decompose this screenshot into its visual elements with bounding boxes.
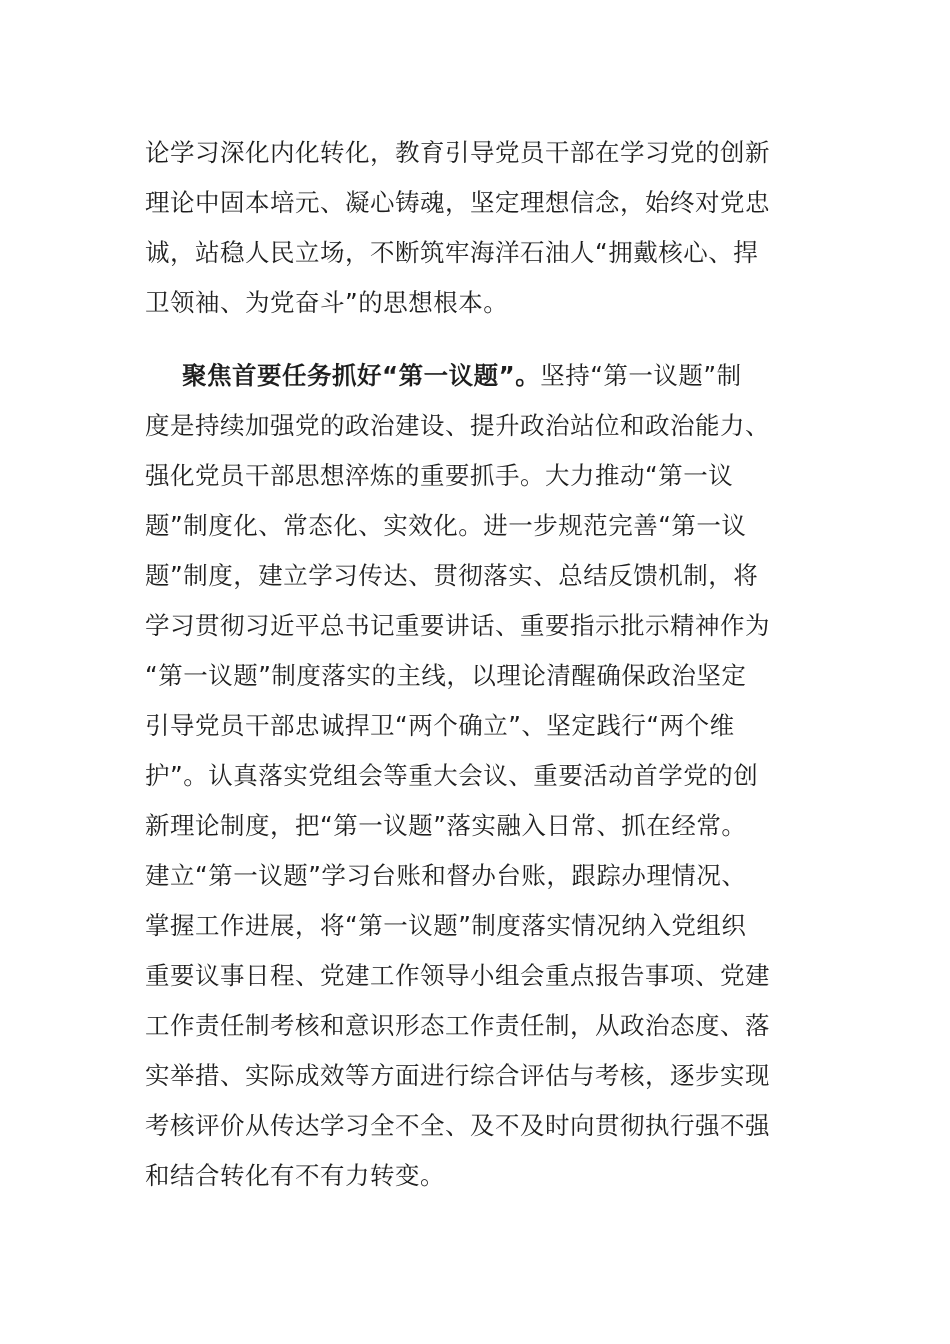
paragraph-2-line: 工作责任制考核和意识形态工作责任制，从政治态度、落 bbox=[145, 1011, 770, 1040]
paragraph-2-line: 度是持续加强党的政治建设、提升政治站位和政治能力、 bbox=[145, 411, 770, 440]
paragraph-1 bbox=[145, 128, 807, 328]
paragraph-2 bbox=[145, 351, 807, 1201]
paragraph-2-line: 考核评价从传达学习全不全、及不及时向贯彻执行强不强 bbox=[145, 1111, 770, 1140]
paragraph-2-first-line bbox=[145, 351, 807, 401]
paragraph-1-line: 诚，站稳人民立场，不断筑牢海洋石油人“拥戴核心、捍 bbox=[145, 238, 759, 267]
paragraph-2-line: 掌握工作进展，将“第一议题”制度落实情况纳入党组织 bbox=[145, 911, 747, 940]
paragraph-1-line: 理论中固本培元、凝心铸魂，坚定理想信念，始终对党忠 bbox=[145, 188, 770, 217]
paragraph-2-line: “第一议题”制度落实的主线，以理论清醒确保政治坚定 bbox=[145, 661, 747, 690]
document-body bbox=[145, 128, 807, 1201]
paragraph-2-line: 护”。认真落实党组会等重大会议、重要活动首学党的创 bbox=[145, 761, 759, 790]
paragraph-2-line: 引导党员干部忠诚捍卫“两个确立”、坚定践行“两个维 bbox=[145, 711, 735, 740]
paragraph-2-line: 重要议事日程、党建工作领导小组会重点报告事项、党建 bbox=[145, 961, 770, 990]
paragraph-2-line: 学习贯彻习近平总书记重要讲话、重要指示批示精神作为 bbox=[145, 611, 770, 640]
paragraph-1-line: 卫领袖、为党奋斗”的思想根本。 bbox=[145, 288, 509, 317]
paragraph-spacer bbox=[145, 328, 807, 351]
paragraph-2-line: 新理论制度，把“第一议题”落实融入日常、抓在经常。 bbox=[145, 811, 747, 840]
paragraph-1-line: 论学习深化内化转化，教育引导党员干部在学习党的创新 bbox=[145, 138, 770, 167]
paragraph-2-line: 题”制度化、常态化、实效化。进一步规范完善“第一议 bbox=[145, 511, 747, 540]
paragraph-2-first-line-text: 坚持“第一议题”制 bbox=[540, 361, 742, 390]
paragraph-2-line: 强化党员干部思想淬炼的重要抓手。大力推动“第一议 bbox=[145, 461, 734, 490]
paragraph-2-line: 建立“第一议题”学习台账和督办台账，跟踪办理情况、 bbox=[145, 861, 747, 890]
paragraph-2-line: 和结合转化有不有力转变。 bbox=[145, 1161, 445, 1190]
section-heading: 聚焦首要任务抓好“第一议题”。 bbox=[182, 361, 541, 390]
paragraph-2-line: 题”制度，建立学习传达、贯彻落实、总结反馈机制，将 bbox=[145, 561, 759, 590]
paragraph-2-line: 实举措、实际成效等方面进行综合评估与考核，逐步实现 bbox=[145, 1061, 770, 1090]
